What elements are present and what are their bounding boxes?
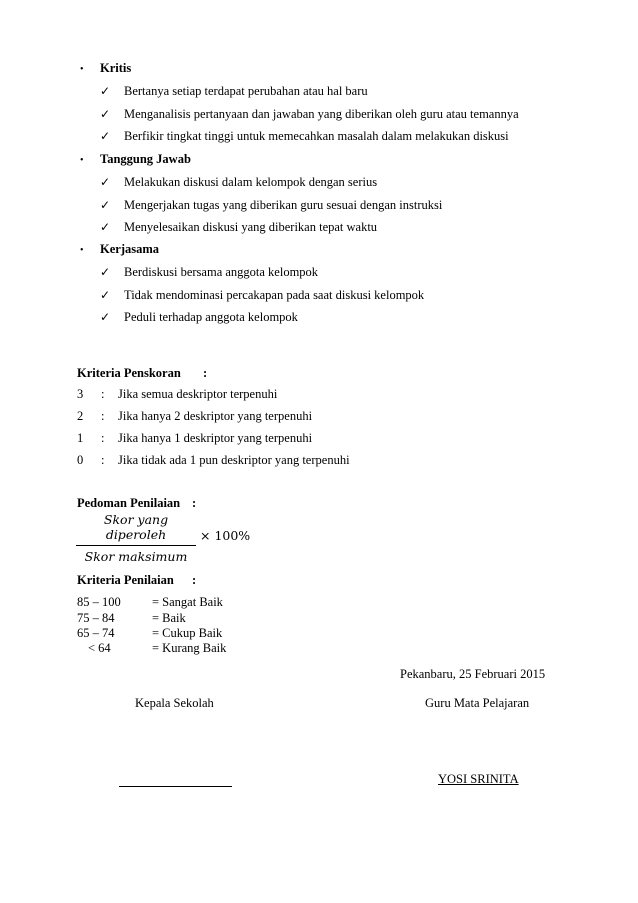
section-title-kerjasama: Kerjasama [100,242,160,256]
section-title-kritis: Kritis [100,61,132,75]
score-description: Jika hanya 2 deskriptor yang terpenuhi [118,409,313,423]
score-formula-fraction [76,512,196,564]
list-item: Menganalisis pertanyaan dan jawaban yang diberikan oleh guru atau temannya [124,107,519,121]
list-item: Bertanya setiap terdapat perubahan atau hal baru [124,84,368,98]
heading-colon: : [203,366,208,380]
check-icon: ✓ [100,84,111,98]
list-item: Mengerjakan tugas yang diberikan guru sesuai dengan instruksi [124,198,443,212]
check-icon: ✓ [100,310,111,324]
teacher-name: YOSI SRINITA [438,772,519,786]
score-value: 2 [77,409,84,423]
formula-denominator: Skor maksimum [84,549,188,564]
list-item: Berfikir tingkat tinggi untuk memecahkan masalah dalam melakukan diskusi [124,129,509,143]
list-item: Tidak mendominasi percakapan pada saat diskusi kelompok [124,288,425,302]
formula-numerator: Skor yang diperoleh [103,512,169,542]
list-item: Peduli terhadap anggota kelompok [124,310,298,324]
list-item: Melakukan diskusi dalam kelompok dengan serius [124,175,378,189]
fraction-bar [76,545,196,546]
list-item: Berdiskusi bersama anggota kelompok [124,265,319,279]
score-description: Jika hanya 1 deskriptor yang terpenuhi [118,431,313,445]
bullet-icon: • [80,155,84,166]
section-title-tanggung-jawab: Tanggung Jawab [100,152,191,166]
principal-title: Kepala Sekolah [135,696,214,710]
score-separator: : [101,387,105,401]
score-separator: : [101,453,105,467]
grade-label: = Kurang Baik [152,641,227,655]
formula-multiplier: × 100% [200,528,251,543]
grade-range: 85 – 100 [77,595,121,609]
score-separator: : [101,409,105,423]
check-icon: ✓ [100,220,111,234]
grade-range: < 64 [88,641,111,655]
grade-range: 65 – 74 [77,626,115,640]
teacher-title: Guru Mata Pelajaran [425,696,530,710]
grade-range: 75 – 84 [77,611,115,625]
grade-label: = Sangat Baik [152,595,223,609]
bullet-icon: • [80,245,84,256]
heading-colon: : [192,573,197,587]
check-icon: ✓ [100,265,111,279]
score-value: 1 [77,431,84,445]
score-description: Jika tidak ada 1 pun deskriptor yang terpenuhi [118,453,350,467]
check-icon: ✓ [100,198,111,212]
grade-label: = Cukup Baik [152,626,223,640]
score-description: Jika semua deskriptor terpenuhi [118,387,278,401]
bullet-icon: • [80,64,84,75]
score-value: 3 [77,387,84,401]
pedoman-penilaian-heading: Pedoman Penilaian [77,496,181,510]
grade-label: = Baik [152,611,186,625]
check-icon: ✓ [100,129,111,143]
kriteria-penilaian-heading: Kriteria Penilaian [77,573,174,587]
check-icon: ✓ [100,107,111,121]
place-date: Pekanbaru, 25 Februari 2015 [400,667,546,681]
heading-colon: : [192,496,197,510]
check-icon: ✓ [100,175,111,189]
list-item: Menyelesaikan diskusi yang diberikan tepat waktu [124,220,378,234]
score-value: 0 [77,453,84,467]
signature-line [119,786,232,787]
kriteria-penskoran-heading: Kriteria Penskoran [77,366,181,380]
score-separator: : [101,431,105,445]
check-icon: ✓ [100,288,111,302]
